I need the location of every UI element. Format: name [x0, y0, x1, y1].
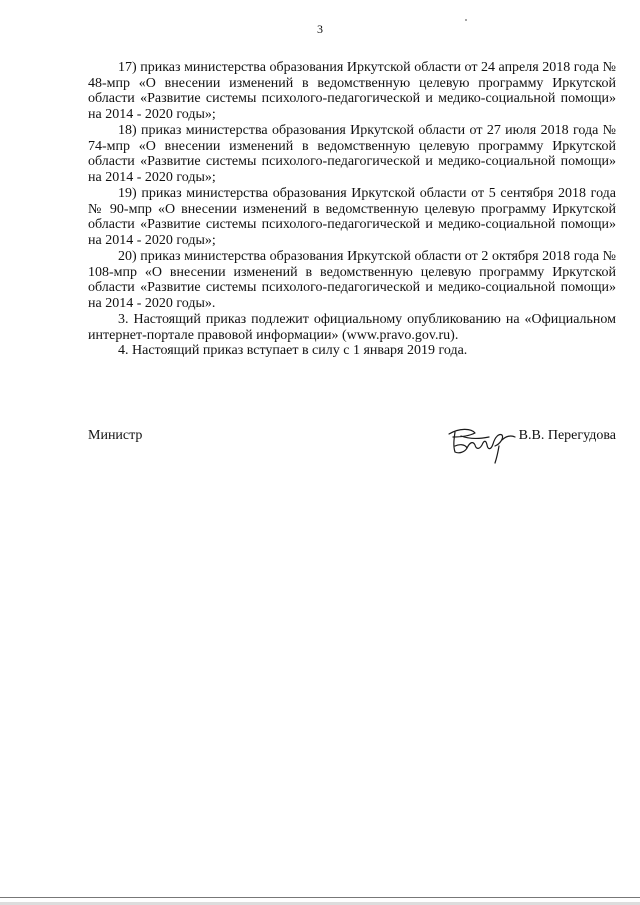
list-item-number: 17) [118, 60, 137, 75]
signatory-name: В.В. Перегудова [518, 428, 616, 443]
signature-row [88, 424, 616, 464]
document-body [88, 60, 616, 359]
list-item-text: приказ министерства образования Иркутской области от 27 июля 2018 года № 74-мпр «О внесении изменений в ведомственную целевую программу Иркутской области «Развитие системы психолого-педагогической и медико-социальной помощи» на 2014 - 2020 годы»; [88, 123, 617, 185]
list-item-text: приказ министерства образования Иркутской области от 5 сентября 2018 года № 90-мпр «О внесении изменений в ведомственную целевую программу Иркутской области «Развитие системы психолого-педагогической и медико-социальной помощи» на 2014 - 2020 годы»; [88, 186, 617, 248]
list-item-17 [88, 60, 616, 122]
list-item-number: 18) [118, 123, 137, 138]
clause-effective-date: 4. Настоящий приказ вступает в силу с 1 января 2019 года. [118, 343, 468, 358]
handwritten-signature [445, 424, 517, 464]
list-item-18 [88, 123, 616, 185]
clause-publication: 3. Настоящий приказ подлежит официальному опубликованию на «Официальном интернет-портале правовой информации» (www.pravo.gov.ru). [88, 312, 616, 343]
list-item-text: приказ министерства образования Иркутской области от 2 октября 2018 года № 108-мпр «О внесении изменений в ведомственную целевую программу Иркутской области «Развитие системы психолого-педагогической и медико-социальной помощи» на 2014 - 2020 годы». [88, 249, 616, 311]
scan-edge-line [0, 897, 640, 898]
list-item-20 [88, 249, 616, 311]
page-number: 3 [317, 22, 323, 36]
list-item-19 [88, 186, 616, 248]
signatory-title: Министр [88, 428, 143, 443]
list-item-text: приказ министерства образования Иркутской области от 24 апреля 2018 года № 48-мпр «О внесении изменений в ведомственную целевую программу Иркутской области «Развитие системы психолого-педагогической и медико-социальной помощи» на 2014 - 2020 годы»; [88, 60, 617, 122]
scan-speck [465, 19, 467, 21]
list-item-number: 19) [118, 186, 137, 201]
list-item-number: 20) [118, 249, 137, 264]
signature-block [445, 424, 616, 464]
